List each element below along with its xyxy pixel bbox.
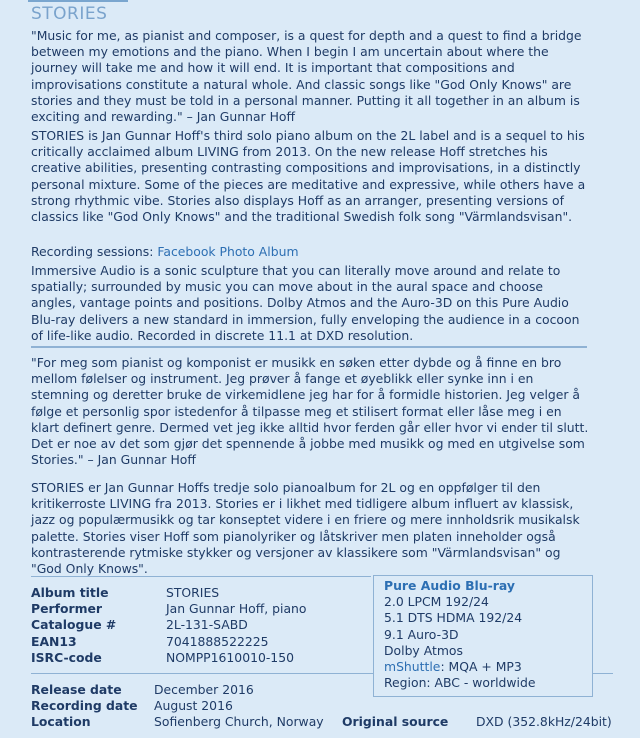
immersive-audio-text: Immersive Audio is a sonic sculpture that you can literally move around and relate to spatially; surrounded by music you can move about in the aural space and choose angles, vantage points and positions. Dolby Atmos and the Auro-3D on this Pure Audio Blu-ray delivers a new standard in immersion, fully enveloping the audience in a cocoon of life-like audio. Recorded in discrete 11.1 at DXD resolution. <box>31 263 580 343</box>
description-norwegian: STORIES er Jan Gunnar Hoffs tredje solo pianoalbum for 2L og en oppfølger til den kritikerroste LIVING fra 2013. Stories er i likhet med tidligere album influert av klassisk, jazz og populærmusikk og tar konseptet videre i en friere og mere innholdsrik musikalsk palette. Stories viser Hoff som pianolyriker og låtskriver men platen inneholder også kontrasterende rytmiske stykker og versjoner av klassikere som "Värmlandsvisan" og "God Only Knows". <box>31 480 580 577</box>
quote-norwegian: "For meg som pianist og komponist er musikk en søken etter dybde og å finne en bro mellom følelser og instrument. Jeg prøver å fange et øyeblikk eller synke inn i en stemning og deretter bruke de virkemidlene jeg har for å formidle historien. Jeg velger å følge et personlig spor istedenfor å tilpasse meg et stilisert format eller låse meg i en klart definert genre. Dermed vet jeg ikke alltid hvor ferden går eller hvor vi ender til slutt. Det er noe av det som gjør det spennende å jobbe med musikk og med en utgivelse som Stories." – Jan Gunnar Hoff <box>31 355 589 468</box>
original-source-label: Original source <box>342 714 449 730</box>
recording-sessions-label: Recording sessions: <box>31 244 154 259</box>
meta-row-ean13: EAN13 7041888522225 <box>31 633 269 649</box>
recording-sessions <box>31 244 591 260</box>
section-divider <box>31 346 587 348</box>
quote-english: "Music for me, as pianist and composer, is a quest for depth and a quest to find a bridge between my emotions and the piano. When I begin I am uncertain about where the journey will take me and how it will end. It is important that compositions and improvisations constitute a natural whole. And classic songs like "God Only Knows" are stories and they must be told in a personal manner. Putting it all together in an album is exciting and rewarding." – Jan Gunnar Hoff <box>31 28 582 125</box>
meta-row-catalogue: Catalogue # 2L-131-SABD <box>31 617 248 633</box>
meta-row-release-date: Release date December 2016 <box>31 682 254 697</box>
meta-divider <box>31 576 371 577</box>
meta-row-album-title: Album title STORIES <box>31 585 220 600</box>
mshuttle-line: mShuttle: MQA + MP3 <box>384 659 522 675</box>
region-info: Region: ABC - worldwide <box>384 675 536 691</box>
description-english: STORIES is Jan Gunnar Hoff's third solo piano album on the 2L label and is a sequel to his critically acclaimed album LIVING from 2013. On the new release Hoff stretches his creative abilities, presenting contrasting compositions and improvisations, in a distinctly personal mixture. Some of the pieces are meditative and expressive, while others have a strong rhythmic vibe. Stories also displays Hoff as an arranger, presenting versions of classics like "God Only Knows" and the traditional Swedish folk song "Värmlandsvisan". <box>31 128 586 225</box>
top-divider <box>28 0 128 2</box>
page-title: STORIES <box>31 4 108 24</box>
bluray-format-auro: 9.1 Auro-3D <box>384 626 459 642</box>
bluray-format-atmos: Dolby Atmos <box>384 642 463 658</box>
mshuttle-link[interactable]: mShuttle <box>384 659 441 675</box>
meta-row-performer: Performer Jan Gunnar Hoff, piano <box>31 601 307 617</box>
facebook-photo-album-link[interactable]: Facebook Photo Album <box>157 244 299 259</box>
original-source-value: DXD (352.8kHz/24bit) <box>476 714 612 730</box>
bluray-format-lpcm: 2.0 LPCM 192/24 <box>384 594 489 610</box>
album-metadata <box>31 585 306 666</box>
bluray-info-box <box>373 575 593 697</box>
meta-row-recording-date: Recording date August 2016 <box>31 698 233 714</box>
bluray-title: Pure Audio Blu-ray <box>384 578 515 593</box>
meta-row-isrc: ISRC-code NOMPP1610010-150 <box>31 649 294 665</box>
bluray-format-dts: 5.1 DTS HDMA 192/24 <box>384 610 523 626</box>
meta-row-location: Location Sofienberg Church, Norway Original source DXD (352.8kHz/24bit) <box>31 714 612 730</box>
